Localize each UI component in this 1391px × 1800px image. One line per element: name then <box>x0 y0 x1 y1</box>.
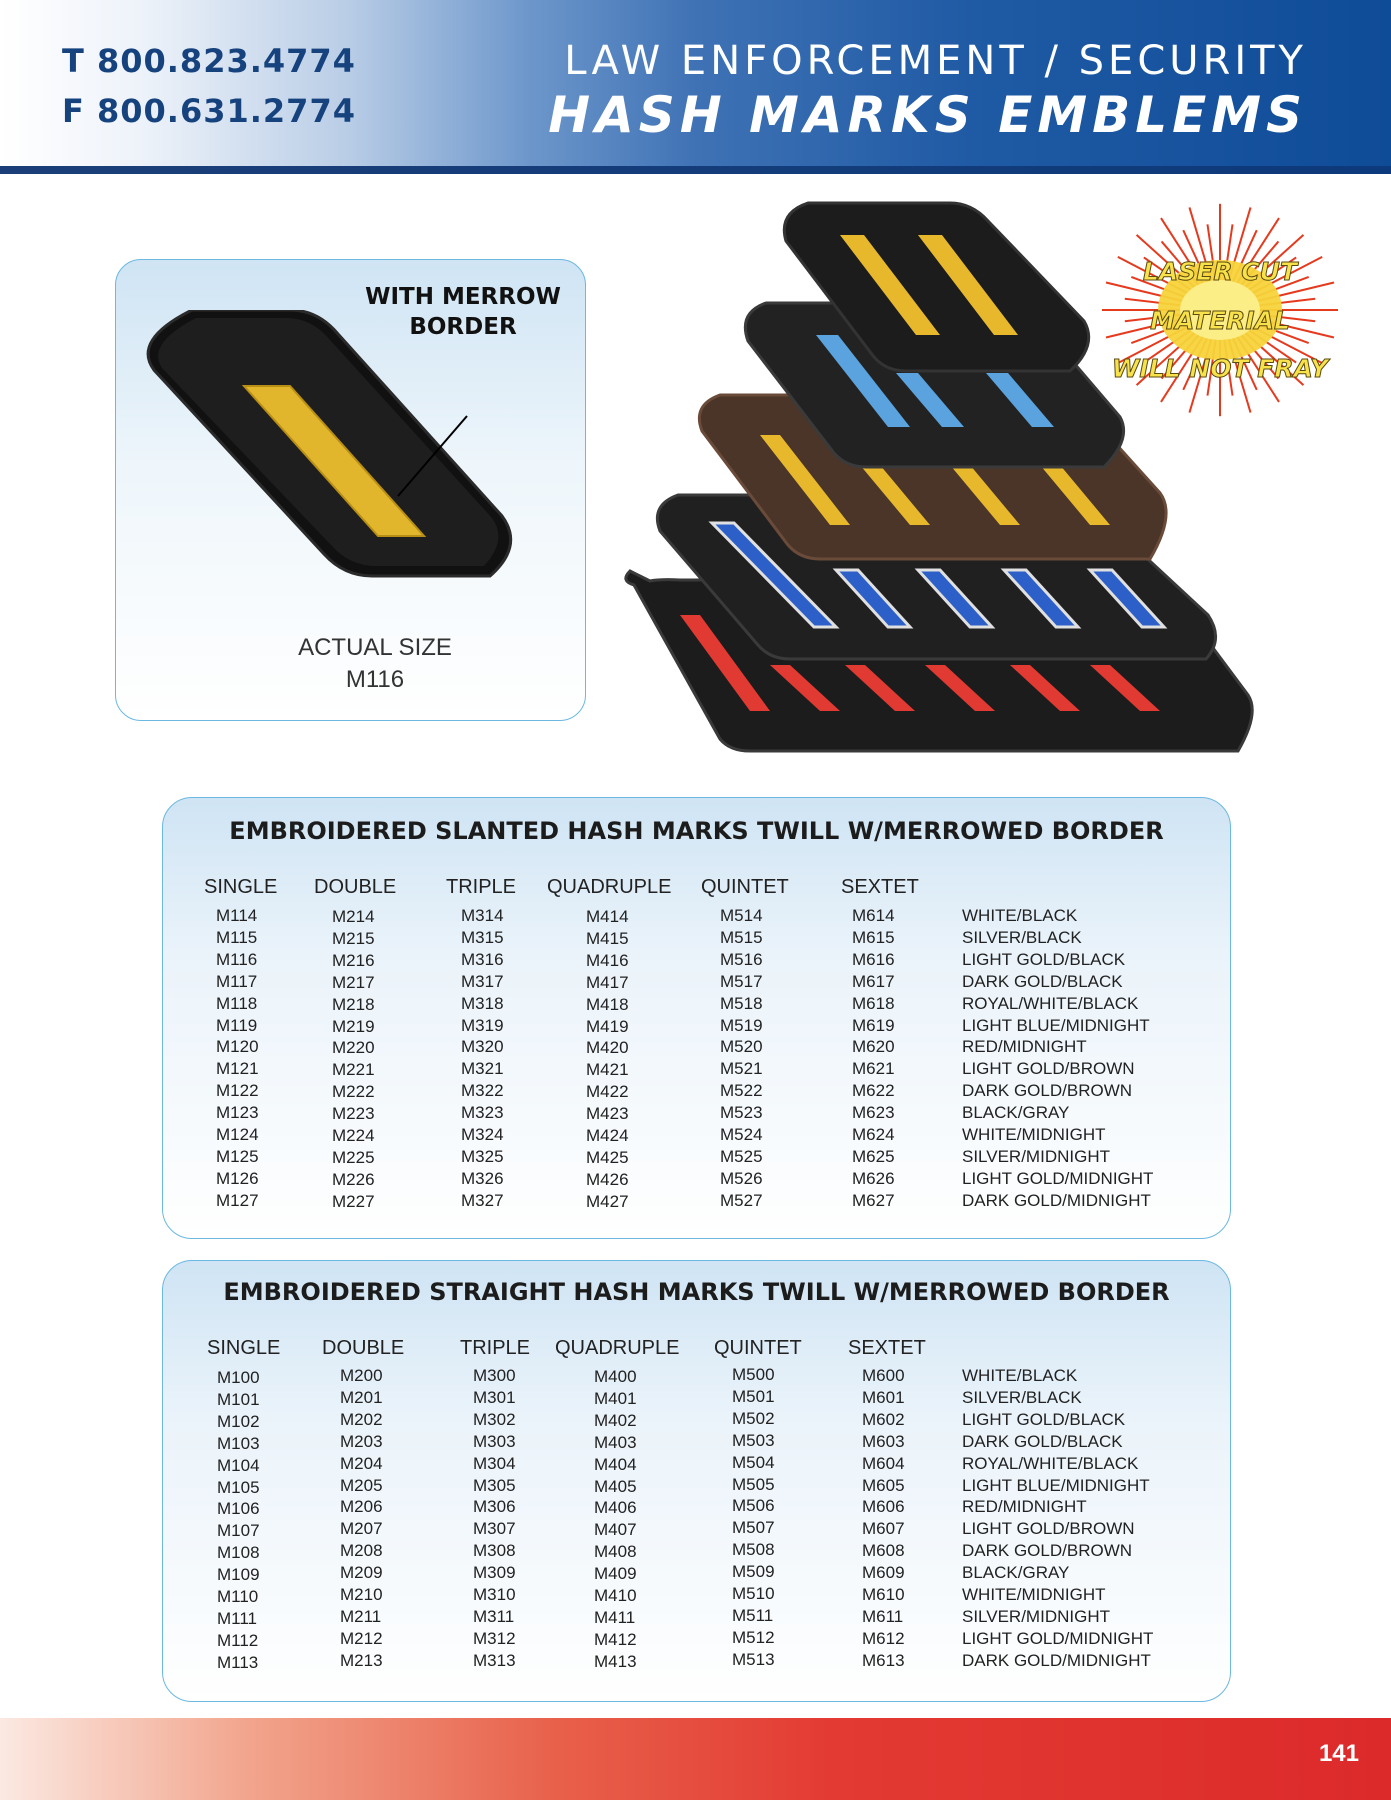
table-cell: M620 <box>852 1037 895 1057</box>
quintet-column <box>720 905 763 1212</box>
table-cell: M623 <box>852 1103 895 1123</box>
table-cell: M406 <box>594 1498 637 1518</box>
table-cell: M507 <box>732 1518 775 1538</box>
column-header: QUADRUPLE <box>555 1337 680 1359</box>
double-column <box>332 906 375 1213</box>
phone-number: T 800.823.4774 <box>62 42 356 80</box>
table-cell: M523 <box>720 1103 763 1123</box>
table-cell: M608 <box>862 1541 905 1561</box>
table-cell: M409 <box>594 1564 637 1584</box>
quadruple-column <box>594 1366 637 1673</box>
table-cell: M421 <box>586 1060 629 1080</box>
table-cell: M123 <box>216 1103 259 1123</box>
table-cell: M509 <box>732 1562 775 1582</box>
colorway-column <box>962 1365 1153 1672</box>
table-cell: M215 <box>332 928 375 948</box>
column-header: SINGLE <box>207 1337 281 1359</box>
table-cell: M101 <box>217 1389 260 1409</box>
table-cell: M109 <box>217 1565 260 1585</box>
starburst-line1: LASER CUT <box>1142 257 1298 286</box>
table-cell: M309 <box>473 1563 516 1583</box>
table-cell: DARK GOLD/BLACK <box>962 1431 1123 1451</box>
table-cell: M604 <box>862 1453 905 1473</box>
table-cell: LIGHT BLUE/MIDNIGHT <box>962 1015 1150 1035</box>
table-cell: M313 <box>473 1650 516 1670</box>
table-cell: M304 <box>473 1453 516 1473</box>
table-cell: M609 <box>862 1563 905 1583</box>
table-cell: M224 <box>332 1126 375 1146</box>
column-header: QUADRUPLE <box>547 876 672 898</box>
table-cell: BLACK/GRAY <box>962 1563 1070 1583</box>
table-cell: M206 <box>340 1497 383 1517</box>
quadruple-column <box>586 906 629 1213</box>
table-cell: M619 <box>852 1015 895 1035</box>
table-cell: M412 <box>594 1629 637 1649</box>
table-cell: M424 <box>586 1126 629 1146</box>
column-header: SEXTET <box>848 1337 926 1359</box>
table-cell: M625 <box>852 1146 895 1166</box>
column-header: DOUBLE <box>314 876 397 898</box>
table-cell: M124 <box>216 1125 259 1145</box>
table-cell: M426 <box>586 1169 629 1189</box>
table-cell: M203 <box>340 1431 383 1451</box>
table-cell: M422 <box>586 1082 629 1102</box>
table-cell: M110 <box>217 1587 259 1607</box>
table-cell: M303 <box>473 1431 516 1451</box>
table-cell: SILVER/BLACK <box>962 927 1082 947</box>
actual-size-caption <box>255 632 495 696</box>
table-cell: M220 <box>332 1038 375 1058</box>
column-header: SEXTET <box>841 876 919 898</box>
table-cell: M116 <box>216 949 258 969</box>
table-cell: M403 <box>594 1432 637 1452</box>
table-cell: M311 <box>473 1606 515 1626</box>
column-header: QUINTET <box>701 876 789 898</box>
table-cell: M501 <box>732 1386 775 1406</box>
page-footer <box>0 1718 1391 1800</box>
table-cell: M118 <box>216 993 258 1013</box>
table-cell: M514 <box>720 906 763 925</box>
table-cell: M216 <box>332 950 375 970</box>
table-cell: M607 <box>862 1519 905 1539</box>
table-cell: M506 <box>732 1496 775 1516</box>
table-cell: M121 <box>216 1059 259 1079</box>
table-cell: M306 <box>473 1497 516 1517</box>
table-cell: M518 <box>720 993 763 1013</box>
table-cell: M120 <box>216 1037 259 1057</box>
table-cell: M600 <box>862 1366 905 1385</box>
table-cell: M317 <box>461 971 504 991</box>
column-header: QUINTET <box>714 1337 802 1359</box>
table-cell: M410 <box>594 1586 637 1606</box>
table-cell: M321 <box>461 1059 504 1079</box>
table-cell: BLACK/GRAY <box>962 1103 1070 1123</box>
page-number: 141 <box>1318 1740 1359 1767</box>
table-cell: M202 <box>340 1409 383 1429</box>
table-cell: M411 <box>594 1607 636 1627</box>
single-hash-mark-patch-image <box>140 310 540 610</box>
table-cell: M227 <box>332 1191 375 1211</box>
table-cell: M106 <box>217 1499 260 1519</box>
table-cell: M413 <box>594 1651 637 1671</box>
table-cell: M225 <box>332 1147 375 1167</box>
quintet-column <box>732 1364 775 1671</box>
table-cell: M111 <box>217 1608 258 1628</box>
table-cell: M618 <box>852 993 895 1013</box>
table-cell: M113 <box>217 1652 259 1672</box>
table-cell: M122 <box>216 1081 259 1101</box>
table-cell: M103 <box>217 1433 260 1453</box>
table-cell: M617 <box>852 971 895 991</box>
table-cell: M312 <box>473 1628 516 1648</box>
colorway-column <box>962 905 1153 1212</box>
table-cell: M119 <box>216 1015 258 1035</box>
table-cell: M526 <box>720 1168 763 1188</box>
table-cell: M315 <box>461 927 504 947</box>
table-cell: M504 <box>732 1452 775 1472</box>
table-cell: M100 <box>217 1368 260 1387</box>
table-cell: M218 <box>332 994 375 1014</box>
table-cell: LIGHT BLUE/MIDNIGHT <box>962 1475 1150 1495</box>
table-cell: M323 <box>461 1103 504 1123</box>
table-cell: M126 <box>216 1168 259 1188</box>
table-cell: M613 <box>862 1650 905 1670</box>
table-cell: M505 <box>732 1474 775 1494</box>
column-header: SINGLE <box>204 876 278 898</box>
table-cell: M211 <box>340 1606 382 1626</box>
table-cell: M327 <box>461 1190 504 1210</box>
table-cell: WHITE/MIDNIGHT <box>962 1125 1106 1145</box>
merrow-border-callout: WITH MERROW BORDER <box>365 284 561 340</box>
table-cell: M207 <box>340 1519 383 1539</box>
straight-table-title: EMBROIDERED STRAIGHT HASH MARKS TWILL W/MERROWED BORDER <box>223 1278 1170 1306</box>
table-cell: M114 <box>216 906 258 925</box>
table-cell: M519 <box>720 1015 763 1035</box>
page-category: LAW ENFORCEMENT / SECURITY <box>564 38 1307 84</box>
table-cell: ROYAL/WHITE/BLACK <box>962 993 1139 1013</box>
table-cell: M417 <box>586 972 629 992</box>
table-cell: LIGHT GOLD/BLACK <box>962 949 1126 969</box>
table-cell: M515 <box>720 927 763 947</box>
table-cell: M305 <box>473 1475 516 1495</box>
table-cell: SILVER/BLACK <box>962 1387 1082 1407</box>
table-cell: M502 <box>732 1408 775 1428</box>
table-cell: M104 <box>217 1455 260 1475</box>
table-cell: M300 <box>473 1366 516 1385</box>
table-cell: LIGHT GOLD/MIDNIGHT <box>962 1628 1154 1648</box>
table-cell: M212 <box>340 1628 383 1648</box>
sextet-column <box>852 905 895 1212</box>
table-cell: M500 <box>732 1365 775 1384</box>
table-cell: M414 <box>586 907 629 926</box>
table-cell: M401 <box>594 1388 637 1408</box>
table-cell: M615 <box>852 927 895 947</box>
table-cell: M223 <box>332 1104 375 1124</box>
triple-column <box>461 905 504 1212</box>
table-cell: LIGHT GOLD/BROWN <box>962 1059 1135 1079</box>
table-cell: M419 <box>586 1016 629 1036</box>
table-cell: RED/MIDNIGHT <box>962 1037 1087 1057</box>
table-cell: M420 <box>586 1038 629 1058</box>
header-divider <box>0 166 1391 174</box>
table-cell: M201 <box>340 1387 383 1407</box>
table-cell: DARK GOLD/BROWN <box>962 1541 1133 1561</box>
table-cell: M524 <box>720 1125 763 1145</box>
column-header: TRIPLE <box>446 876 517 898</box>
table-cell: M301 <box>473 1387 516 1407</box>
table-cell: M115 <box>216 927 258 947</box>
table-cell: M219 <box>332 1016 375 1036</box>
table-cell: SILVER/MIDNIGHT <box>962 1606 1110 1626</box>
table-cell: M525 <box>720 1146 763 1166</box>
table-cell: M320 <box>461 1037 504 1057</box>
table-cell: M612 <box>862 1628 905 1648</box>
fax-number: F 800.631.2774 <box>62 92 356 130</box>
table-cell: M208 <box>340 1541 383 1561</box>
table-cell: M610 <box>862 1585 905 1605</box>
starburst-line2: MATERIAL <box>1150 306 1290 335</box>
table-cell: WHITE/MIDNIGHT <box>962 1585 1106 1605</box>
table-cell: M616 <box>852 949 895 969</box>
table-cell: M108 <box>217 1543 260 1563</box>
table-cell: M614 <box>852 906 895 925</box>
table-cell: M402 <box>594 1410 637 1430</box>
table-cell: M217 <box>332 972 375 992</box>
table-cell: M319 <box>461 1015 504 1035</box>
table-cell: SILVER/MIDNIGHT <box>962 1146 1110 1166</box>
table-cell: M307 <box>473 1519 516 1539</box>
table-cell: M117 <box>216 971 258 991</box>
table-cell: M521 <box>720 1059 763 1079</box>
table-cell: M611 <box>862 1606 904 1626</box>
table-cell: M325 <box>461 1146 504 1166</box>
table-cell: M621 <box>852 1059 895 1079</box>
double-column <box>340 1365 383 1672</box>
table-cell: M200 <box>340 1366 383 1385</box>
triple-column <box>473 1365 516 1672</box>
table-cell: LIGHT GOLD/BLACK <box>962 1409 1126 1429</box>
table-cell: M601 <box>862 1387 905 1407</box>
table-cell: M324 <box>461 1125 504 1145</box>
table-cell: M503 <box>732 1430 775 1450</box>
table-cell: M405 <box>594 1476 637 1496</box>
table-cell: M603 <box>862 1431 905 1451</box>
caption-label: ACTUAL SIZE <box>298 634 452 661</box>
table-cell: M400 <box>594 1367 637 1386</box>
table-cell: M125 <box>216 1146 259 1166</box>
table-cell: M314 <box>461 906 504 925</box>
table-cell: M416 <box>586 950 629 970</box>
table-cell: M624 <box>852 1125 895 1145</box>
table-cell: M105 <box>217 1477 260 1497</box>
starburst-line3: WILL NOT FRAY <box>1111 354 1329 383</box>
table-cell: M520 <box>720 1037 763 1057</box>
page-title: HASH MARKS EMBLEMS <box>548 86 1307 144</box>
table-cell: M107 <box>217 1521 260 1541</box>
table-cell: M222 <box>332 1082 375 1102</box>
table-cell: WHITE/BLACK <box>962 1366 1078 1385</box>
table-cell: M516 <box>720 949 763 969</box>
table-cell: M622 <box>852 1081 895 1101</box>
table-cell: M214 <box>332 907 375 926</box>
table-cell: M308 <box>473 1541 516 1561</box>
straight-hash-marks-table <box>162 1260 1231 1702</box>
table-cell: M527 <box>720 1190 763 1210</box>
table-cell: M602 <box>862 1409 905 1429</box>
laser-cut-starburst-badge <box>1080 190 1360 430</box>
table-cell: M221 <box>332 1060 375 1080</box>
column-header: TRIPLE <box>460 1337 531 1359</box>
table-cell: DARK GOLD/MIDNIGHT <box>962 1650 1151 1670</box>
table-cell: WHITE/BLACK <box>962 906 1078 925</box>
table-cell: M316 <box>461 949 504 969</box>
table-cell: M204 <box>340 1453 383 1473</box>
table-cell: M407 <box>594 1520 637 1540</box>
table-cell: M408 <box>594 1542 637 1562</box>
sextet-column <box>862 1365 905 1672</box>
table-cell: M627 <box>852 1190 895 1210</box>
table-cell: DARK GOLD/MIDNIGHT <box>962 1190 1151 1210</box>
single-column <box>217 1367 260 1674</box>
table-cell: M517 <box>720 971 763 991</box>
table-cell: LIGHT GOLD/BROWN <box>962 1519 1135 1539</box>
table-cell: M102 <box>217 1411 260 1431</box>
table-cell: M310 <box>473 1585 516 1605</box>
table-cell: M510 <box>732 1584 775 1604</box>
table-cell: M205 <box>340 1475 383 1495</box>
table-cell: M512 <box>732 1627 775 1647</box>
table-cell: M213 <box>340 1650 383 1670</box>
table-cell: M418 <box>586 994 629 1014</box>
table-cell: DARK GOLD/BLACK <box>962 971 1123 991</box>
table-cell: M210 <box>340 1585 383 1605</box>
slanted-table-title: EMBROIDERED SLANTED HASH MARKS TWILL W/MERROWED BORDER <box>229 817 1164 845</box>
table-cell: M318 <box>461 993 504 1013</box>
table-cell: M606 <box>862 1497 905 1517</box>
table-cell: RED/MIDNIGHT <box>962 1497 1087 1517</box>
table-cell: M513 <box>732 1649 775 1669</box>
caption-item-code: M116 <box>345 666 405 693</box>
table-cell: M522 <box>720 1081 763 1101</box>
table-cell: M605 <box>862 1475 905 1495</box>
table-cell: M127 <box>216 1190 259 1210</box>
table-cell: M404 <box>594 1454 637 1474</box>
table-cell: M508 <box>732 1540 775 1560</box>
table-cell: M322 <box>461 1081 504 1101</box>
column-header: DOUBLE <box>322 1337 405 1359</box>
table-cell: LIGHT GOLD/MIDNIGHT <box>962 1168 1154 1188</box>
table-cell: DARK GOLD/BROWN <box>962 1081 1133 1101</box>
table-cell: M226 <box>332 1169 375 1189</box>
table-cell: M112 <box>217 1630 259 1650</box>
table-cell: M511 <box>732 1605 774 1625</box>
table-cell: M209 <box>340 1563 383 1583</box>
table-cell: M326 <box>461 1168 504 1188</box>
table-cell: M427 <box>586 1191 629 1211</box>
table-cell: M302 <box>473 1409 516 1429</box>
table-cell: M626 <box>852 1168 895 1188</box>
table-cell: M415 <box>586 928 629 948</box>
slanted-hash-marks-table <box>162 797 1231 1239</box>
table-cell: ROYAL/WHITE/BLACK <box>962 1453 1139 1473</box>
table-cell: M425 <box>586 1147 629 1167</box>
table-cell: M423 <box>586 1104 629 1124</box>
single-column <box>216 905 259 1212</box>
